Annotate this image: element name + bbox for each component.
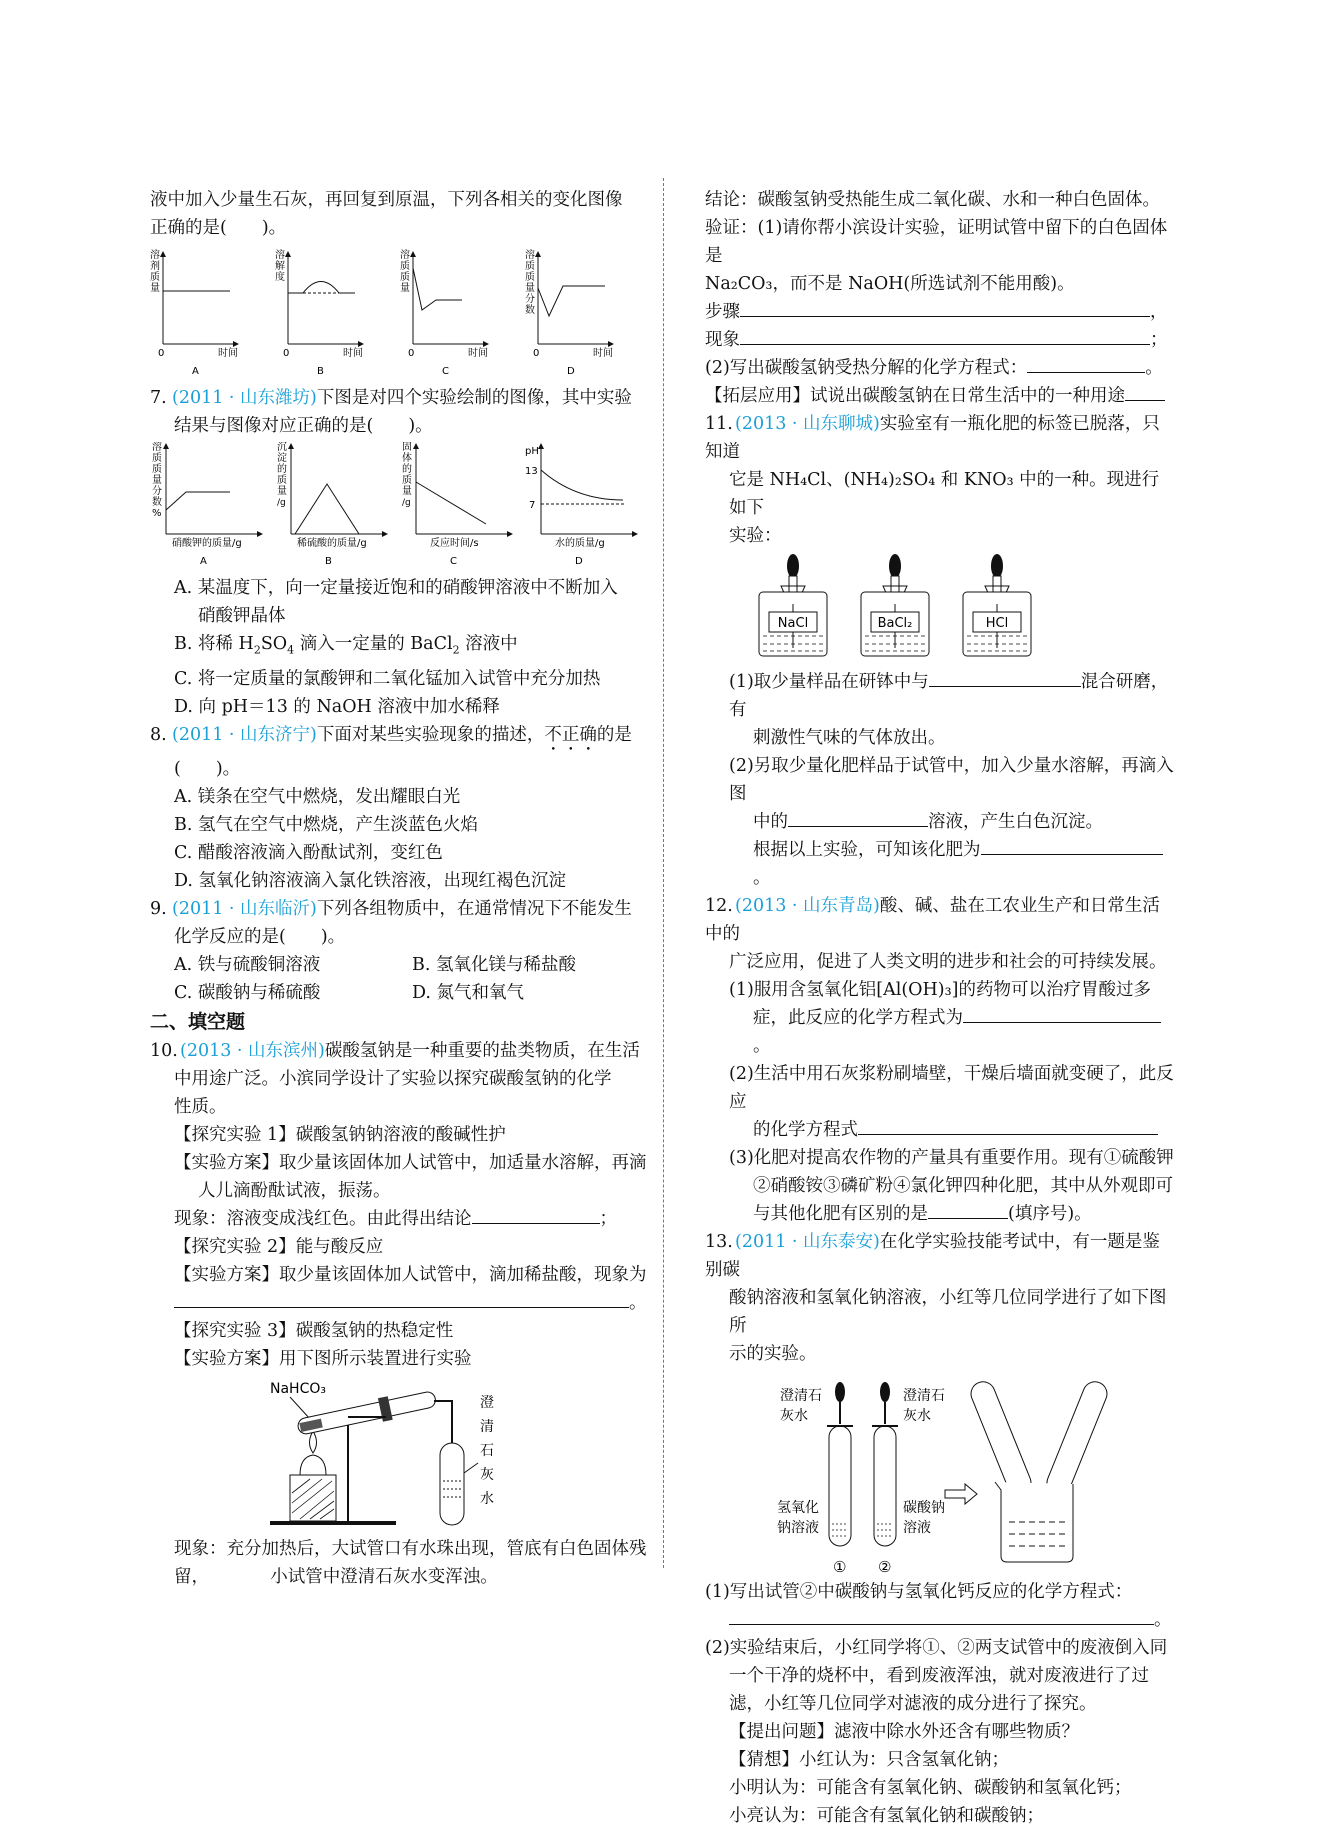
q10-phen-label: 现象 (705, 330, 740, 350)
q10-plan2-answer-line (150, 1289, 650, 1317)
q6a-ylabel-3: 质 (150, 272, 160, 283)
q10-number: 10. (150, 1040, 178, 1061)
wooden-block (290, 1475, 336, 1521)
q7-number: 7. (150, 388, 167, 408)
q11-p1-blank[interactable] (929, 668, 1081, 687)
q10-stem-line2: 中用途广泛。小滨同学设计了实验以探究碳酸氢钠的化学 (174, 1068, 612, 1089)
q6c-origin: 0 (408, 348, 415, 359)
q12-stem-text1: 酸、碱、盐在工农业生产和日常生活中的 (705, 896, 1160, 944)
q10-conclusion: 结论：碳酸氢钠受热能生成二氧化碳、水和一种白色固体。 (705, 190, 1160, 210)
q9-option-d: D. 氮气和氧气 (412, 982, 525, 1003)
q10-plan2: 【实验方案】取少量该固体加人试管中，滴加稀盐酸，现象为 (174, 1264, 647, 1285)
q13-p1-end: 。 (1154, 1610, 1172, 1630)
q11-p3-text: 根据以上实验，可知该化肥为 (753, 840, 981, 860)
q9-stem-line2: 化学反应的是( )。 (174, 926, 346, 947)
q9-options-row1 (150, 951, 650, 979)
q11-source: (2013 · 山东聊城) (735, 414, 880, 434)
q12-part3-line1: (3)化肥对提高农作物的产量具有重要作用。现有①硫酸钾 (729, 1148, 1174, 1168)
q6c-ylabel-4: 量 (400, 283, 410, 294)
q10-obs1-end: ； (599, 1208, 617, 1229)
q7-option-a-line2: 硝酸钾晶体 (198, 606, 286, 626)
q6a-xlabel: 时间 (218, 348, 238, 359)
q11-p2-blank[interactable] (788, 808, 928, 827)
q10-extension (705, 382, 1175, 410)
q6-graph-a (150, 248, 238, 377)
q7b-ylabel-1: 沉 (277, 442, 287, 453)
arrow-icon (945, 1484, 977, 1504)
q12-part3-line2: ②硝酸铵③磷矿粉④氯化钾四种化肥，其中从外观即可 (753, 1176, 1173, 1196)
q7a-ylabel-6: 数 (152, 497, 162, 508)
q6b-ylabel-3: 度 (275, 272, 285, 283)
limewater-label-3: 石 (480, 1442, 494, 1459)
q10-plan1-line2: 人儿滴酚酞试液，振荡。 (198, 1180, 391, 1201)
q7-graphs (150, 442, 650, 572)
q7b-ylabel-6: /g (277, 498, 286, 508)
q10-stem-text1: 碳酸氢钠是一种重要的盐类物质，在生活 (324, 1040, 640, 1061)
q10-verify-line1: 验证：(1)请你帮小滨设计实验，证明试管中留下的白色固体 (705, 218, 1168, 238)
q10-phenomenon-line1: 现象：充分加热后，大试管口有水珠出现，管底有白色固体残 (174, 1538, 647, 1559)
q6-stem-line2: 正确的是( )。 (150, 218, 287, 238)
q7c-ylabel-2: 体 (402, 453, 412, 464)
q13-stem-line3: 示的实验。 (729, 1344, 817, 1364)
limewater-label-1: 澄 (480, 1394, 494, 1411)
q7a-xlabel: 硝酸钾的质量/g (172, 538, 242, 549)
q7c-ylabel-3: 的 (402, 464, 412, 475)
q9-option-c: C. 碳酸钠与稀硫酸 (174, 982, 321, 1003)
q12-p3-blank[interactable] (928, 1200, 1008, 1219)
na2co3-label-1: 碳酸钠 (903, 1500, 945, 1516)
q6-graphs (150, 248, 650, 378)
q7-graph-c (402, 442, 512, 567)
q13-part1: (1)写出试管②中碳酸钠与氢氧化钙反应的化学方程式： (705, 1582, 1133, 1602)
q8-stem-post: 的是 (596, 724, 632, 745)
lime-right-2: 灰水 (903, 1408, 931, 1424)
q6d-ylabel-6: 数 (525, 305, 535, 316)
q7c-ylabel-4: 质 (402, 475, 412, 486)
q6a-ylabel-2: 剂 (150, 261, 160, 272)
q7a-ylabel-4: 量 (152, 475, 162, 486)
q10-part2 (705, 354, 1175, 382)
big-test-tube (297, 1390, 437, 1435)
q10-phenomenon-line2: 留， 小试管中澄清石灰水变浑浊。 (174, 1566, 498, 1587)
q8-option-c: C. 醋酸溶液滴入酚酞试剂，变红色 (174, 842, 443, 863)
q10-verify-line3: Na₂CO₃，而不是 NaOH(所选试剂不能用酸)。 (705, 274, 1075, 294)
alcohol-lamp (300, 1455, 326, 1475)
q10-phen-end: ； (1150, 330, 1168, 350)
q6d-ylabel-3: 质 (525, 272, 535, 283)
q12-part2-line1: (2)生活中用石灰浆粉刷墙壁，干燥后墙面就变硬了，此反应 (729, 1064, 1174, 1112)
stand-base (270, 1521, 396, 1525)
q7a-ylabel-1: 溶 (152, 442, 162, 453)
q7-graph-d (525, 444, 637, 567)
q6d-ylabel-5: 分 (525, 294, 535, 305)
q6-graph-c (400, 248, 488, 377)
q6c-letter: C (442, 366, 449, 377)
q13-part2-line2: 一个干净的烧杯中，看到废液浑浊，就对废液进行了过 (729, 1666, 1149, 1686)
heating-apparatus-figure (150, 1373, 650, 1531)
q11-stem-line2: 它是 NH₄Cl、(NH₄)₂SO₄ 和 KNO₃ 中的一种。现进行如下 (729, 470, 1160, 518)
q10-step-end: ， (1150, 302, 1168, 322)
limewater-label-5: 水 (480, 1490, 494, 1507)
q7-option-b (150, 630, 650, 665)
q8-number: 8. (150, 724, 167, 745)
q10-step-label: 步骤 (705, 302, 740, 322)
q12-part3-line3 (705, 1200, 1175, 1228)
q12-source: (2013 · 山东青岛) (735, 896, 880, 916)
q7b-letter: B (325, 556, 332, 567)
q10-obs1-blank[interactable] (472, 1205, 600, 1224)
tube-number-2: ② (878, 1558, 892, 1576)
q8-stem-pre: 下面对某些实验现象的描述， (316, 724, 545, 745)
q7b-text2: SO (260, 634, 288, 654)
q11-part2-line2 (705, 808, 1175, 836)
q6b-ylabel-2: 解 (275, 261, 285, 272)
q6-graph-b (275, 248, 363, 377)
q7b-text4: 溶液中 (459, 634, 518, 654)
q6a-ylabel-4: 量 (150, 283, 160, 294)
na2co3-label-2: 溶液 (903, 1520, 931, 1536)
limewater-label-4: 灰 (480, 1466, 494, 1483)
q8-option-b: B. 氢气在空气中燃烧，产生淡蓝色火焰 (174, 814, 478, 835)
q10-extension-text: 【拓层应用】试说出碳酸氢钠在日常生活中的一种用途 (705, 386, 1125, 406)
q10-exp1-heading: 【探究实验 1】碳酸氢钠钠溶液的酸碱性护 (174, 1124, 506, 1145)
q7-stem-line1 (150, 384, 650, 412)
q11-p2-text: 中的 (753, 812, 788, 832)
q7c-ylabel-6: /g (402, 498, 411, 508)
q7-stem-line2: 结果与图像对应正确的是( )。 (174, 416, 433, 436)
q9-stem-line1 (150, 895, 650, 923)
q6c-ylabel-2: 质 (400, 261, 410, 272)
q7-option-d: D. 向 pH＝13 的 NaOH 溶液中加水稀释 (174, 696, 500, 717)
q7b-xlabel: 稀硫酸的质量/g (297, 538, 367, 549)
q7-source: (2011 · 山东潍坊) (172, 388, 317, 408)
q12-p2-text: 的化学方程式 (753, 1120, 858, 1140)
q12-stem-line2: 广泛应用，促进了人类文明的进步和社会的可持续发展。 (729, 952, 1167, 972)
q12-number: 12. (705, 896, 733, 916)
label-bacl2: BaCl₂ (877, 616, 913, 631)
q6c-ylabel-3: 质 (400, 272, 410, 283)
q13-part2-line1: (2)实验结束后，小红同学将①、②两支试管中的废液倒入同 (705, 1638, 1168, 1658)
q10-part2-text: (2)写出碳酸氢钠受热分解的化学方程式： (705, 358, 1028, 378)
beaker (967, 1378, 1110, 1562)
bottle-bacl2 (861, 554, 929, 656)
q6b-origin: 0 (283, 348, 290, 359)
q7-stem-text1: 下图是对四个实验绘制的图像，其中实验 (316, 388, 632, 408)
test-tubes-beaker-figure (705, 1372, 1175, 1578)
q13-stem-line2: 酸钠溶液和氢氧化钠溶液，小红等几位同学进行了如下图所 (729, 1288, 1167, 1336)
dropper-bottles-figure (705, 552, 1175, 662)
q7a-ylabel-7: % (152, 508, 162, 519)
q13-guess: 【猜想】小红认为：只含氢氧化钠； (729, 1750, 1009, 1770)
q7-option-c: C. 将一定质量的氯酸钾和二氧化锰加入试管中充分加热 (174, 668, 601, 689)
q13-stem-text1: 在化学实验技能考试中，有一题是鉴别碳 (705, 1232, 1160, 1280)
label-hcl: HCl (985, 616, 1009, 631)
q7b-ylabel-2: 淀 (277, 453, 287, 464)
q7b-sub2: 4 (287, 643, 295, 657)
q7d-tick-7: 7 (529, 500, 536, 511)
q7c-letter: C (450, 556, 457, 567)
q13-part2-line3: 滤，小红等几位同学对滤液的成分进行了探究。 (729, 1694, 1097, 1714)
small-test-tube (440, 1443, 464, 1525)
q11-number: 11. (705, 414, 733, 434)
right-column (705, 186, 1175, 1830)
q6d-ylabel-4: 量 (525, 283, 535, 294)
q10-stem-line3: 性质。 (174, 1096, 227, 1117)
q12-part2-line2 (705, 1116, 1175, 1144)
q9-source: (2011 · 山东临沂) (172, 898, 317, 919)
q10-plan2-blank[interactable] (174, 1289, 629, 1308)
q8-source: (2011 · 山东济宁) (172, 724, 317, 745)
q12-p1-end: 。 (753, 1036, 771, 1056)
column-divider (663, 178, 664, 1568)
left-column (150, 186, 650, 1591)
q13-part1-answer (705, 1606, 1175, 1634)
lime-right-1: 澄清石 (903, 1388, 945, 1404)
q6b-ylabel-1: 溶 (275, 250, 285, 261)
q11-part1-line2: 刺激性气味的气体放出。 (753, 728, 946, 748)
q13-source: (2011 · 山东泰安) (735, 1232, 880, 1252)
q12-p3-end: (填序号)。 (1008, 1204, 1092, 1224)
q11-p2-end: 溶液，产生白色沉淀。 (928, 812, 1103, 832)
q6c-xlabel: 时间 (468, 348, 488, 359)
q7d-tick-13: 13 (525, 466, 538, 477)
q7a-ylabel-3: 质 (152, 464, 162, 475)
q10-phenomenon-line (705, 326, 1175, 354)
q7-graph-a (152, 442, 262, 567)
q10-verify-line2: 是 (705, 246, 723, 266)
q7a-ylabel-5: 分 (152, 486, 162, 497)
q12-part1-line2 (705, 1004, 1175, 1060)
q7a-letter: A (200, 556, 207, 567)
q9-number: 9. (150, 898, 167, 919)
q9-options-row2 (150, 979, 650, 1007)
tube-number-1: ① (833, 1558, 847, 1576)
q9-option-b: B. 氢氧化镁与稀盐酸 (412, 954, 576, 975)
q9-stem-text1: 下列各组物质中，在通常情况下不能发生 (316, 898, 632, 919)
q11-stem-text1: 实验室有一瓶化肥的标签已脱落，只知道 (705, 414, 1160, 462)
q7b-sub1: 2 (253, 643, 261, 657)
q10-exp3-heading: 【探究实验 3】碳酸氢钠的热稳定性 (174, 1320, 454, 1341)
q7b-ylabel-3: 的 (277, 464, 287, 475)
section-heading-fill-in: 二、填空题 (150, 1010, 246, 1033)
q12-stem-line1 (705, 892, 1175, 948)
q9-option-a: A. 铁与硫酸铜溶液 (174, 954, 321, 975)
q7b-text1: B. 将稀 H (174, 634, 254, 654)
q7c-ylabel-5: 量 (402, 486, 412, 497)
label-nacl: NaCl (777, 616, 809, 631)
q10-plan2-end: 。 (629, 1292, 647, 1313)
q6c-ylabel-1: 溶 (400, 250, 410, 261)
q6d-origin: 0 (533, 348, 540, 359)
q7a-ylabel-2: 质 (152, 453, 162, 464)
q12-part1-line1: (1)服用含氢氧化铝[Al(OH)₃]的药物可以治疗胃酸过多 (729, 980, 1151, 1000)
q11-stem-line1 (705, 410, 1175, 466)
q10-part2-blank[interactable] (1027, 354, 1145, 373)
q6d-ylabel-1: 溶 (525, 250, 535, 261)
q11-p1-end: 混合研磨，有 (729, 672, 1169, 720)
q10-step-line (705, 298, 1175, 326)
q7-option-a-line1: A. 某温度下，向一定量接近饱和的硝酸钾溶液中不断加入 (174, 578, 618, 598)
naoh-label-2: 钠溶液 (777, 1520, 819, 1536)
q10-stem-line1 (150, 1037, 650, 1065)
q8-stem-emphasis: 不正确 (544, 724, 597, 745)
q7d-ylabel: pH (525, 446, 539, 457)
nahco3-label: NaHCO₃ (270, 1380, 326, 1397)
q10-step-blank[interactable] (740, 298, 1150, 317)
q6a-origin: 0 (158, 348, 165, 359)
q10-source: (2013 · 山东滨州) (180, 1040, 325, 1061)
q7b-text3: 滴入一定量的 BaCl (294, 634, 453, 654)
q11-p3-end: 。 (753, 868, 771, 888)
q6b-letter: B (317, 366, 324, 377)
q10-plan1-line1: 【实验方案】取少量该固体加人试管中，加适量水溶解，再滴 (174, 1152, 647, 1173)
bottle-hcl (963, 554, 1031, 656)
q6b-xlabel: 时间 (343, 348, 363, 359)
q13-stem-line1 (705, 1228, 1175, 1284)
q10-exp2-heading: 【探究实验 2】能与酸反应 (174, 1236, 384, 1257)
q6a-letter: A (192, 366, 199, 377)
q12-p2-blank[interactable] (858, 1116, 1158, 1135)
q8-stem-line2: ( )。 (174, 758, 241, 779)
q10-phen-blank[interactable] (740, 326, 1150, 345)
q7c-ylabel-1: 固 (402, 442, 412, 453)
q8-option-d: D. 氢氧化钠溶液滴入氯化铁溶液，出现红褐色沉淀 (174, 870, 567, 891)
limewater-label-2: 清 (480, 1418, 494, 1435)
q11-p3-blank[interactable] (981, 836, 1163, 855)
q11-part3 (705, 836, 1175, 892)
q10-obs1-text: 现象：溶液变成浅红色。由此得出结论 (174, 1208, 472, 1229)
q6d-xlabel: 时间 (593, 348, 613, 359)
q13-xiaoming: 小明认为：可能含有氢氧化钠、碳酸钠和氢氧化钙； (729, 1778, 1132, 1798)
q8-stem-line1 (150, 721, 650, 755)
q13-number: 13. (705, 1232, 733, 1252)
q11-p1-text: (1)取少量样品在研钵中与 (729, 672, 929, 692)
test-tube-1 (777, 1382, 853, 1576)
lime-left-2: 灰水 (780, 1408, 808, 1424)
q6-graph-d (525, 248, 613, 377)
q13-ask: 【提出问题】滤液中除水外还含有哪些物质？ (729, 1722, 1079, 1742)
q7b-ylabel-5: 量 (277, 486, 287, 497)
q12-p3-text: 与其他化肥有区别的是 (753, 1204, 928, 1224)
q13-p1-blank[interactable] (729, 1606, 1154, 1625)
q6-stem-line1: 液中加入少量生石灰，再回复到原温，下列各相关的变化图像 (150, 190, 623, 210)
q7c-xlabel: 反应时间/s (430, 538, 479, 549)
q7d-letter: D (575, 556, 583, 567)
q7b-sub3: 2 (452, 643, 460, 657)
q7d-xlabel: 水的质量/g (555, 538, 605, 549)
q12-p1-blank[interactable] (963, 1004, 1161, 1023)
q6d-ylabel-2: 质 (525, 261, 535, 272)
q10-extension-blank[interactable] (1125, 382, 1165, 401)
bottle-nacl (759, 554, 827, 656)
q10-plan3: 【实验方案】用下图所示装置进行实验 (174, 1348, 472, 1369)
q8-option-a: A. 镁条在空气中燃烧，发出耀眼白光 (174, 786, 461, 807)
flame (310, 1431, 317, 1453)
q11-part1-line1 (705, 668, 1175, 724)
q6d-letter: D (567, 366, 575, 377)
test-tube-2 (872, 1382, 945, 1576)
q11-part2-line1: (2)另取少量化肥样品于试管中，加入少量水溶解，再滴入图 (729, 756, 1174, 804)
q11-stem-line3: 实验： (729, 526, 782, 546)
q6a-ylabel-1: 溶 (150, 250, 160, 261)
q13-xiaoliang: 小亮认为：可能含有氢氧化钠和碳酸钠； (729, 1806, 1044, 1826)
q7-graph-b (277, 442, 387, 567)
q12-p1-text: 症，此反应的化学方程式为 (753, 1008, 963, 1028)
naoh-label-1: 氢氧化 (777, 1500, 819, 1516)
q10-part2-end: 。 (1145, 358, 1163, 378)
q7b-ylabel-4: 质 (277, 475, 287, 486)
lime-left-1: 澄清石 (780, 1388, 822, 1404)
q10-observation1 (150, 1205, 650, 1233)
